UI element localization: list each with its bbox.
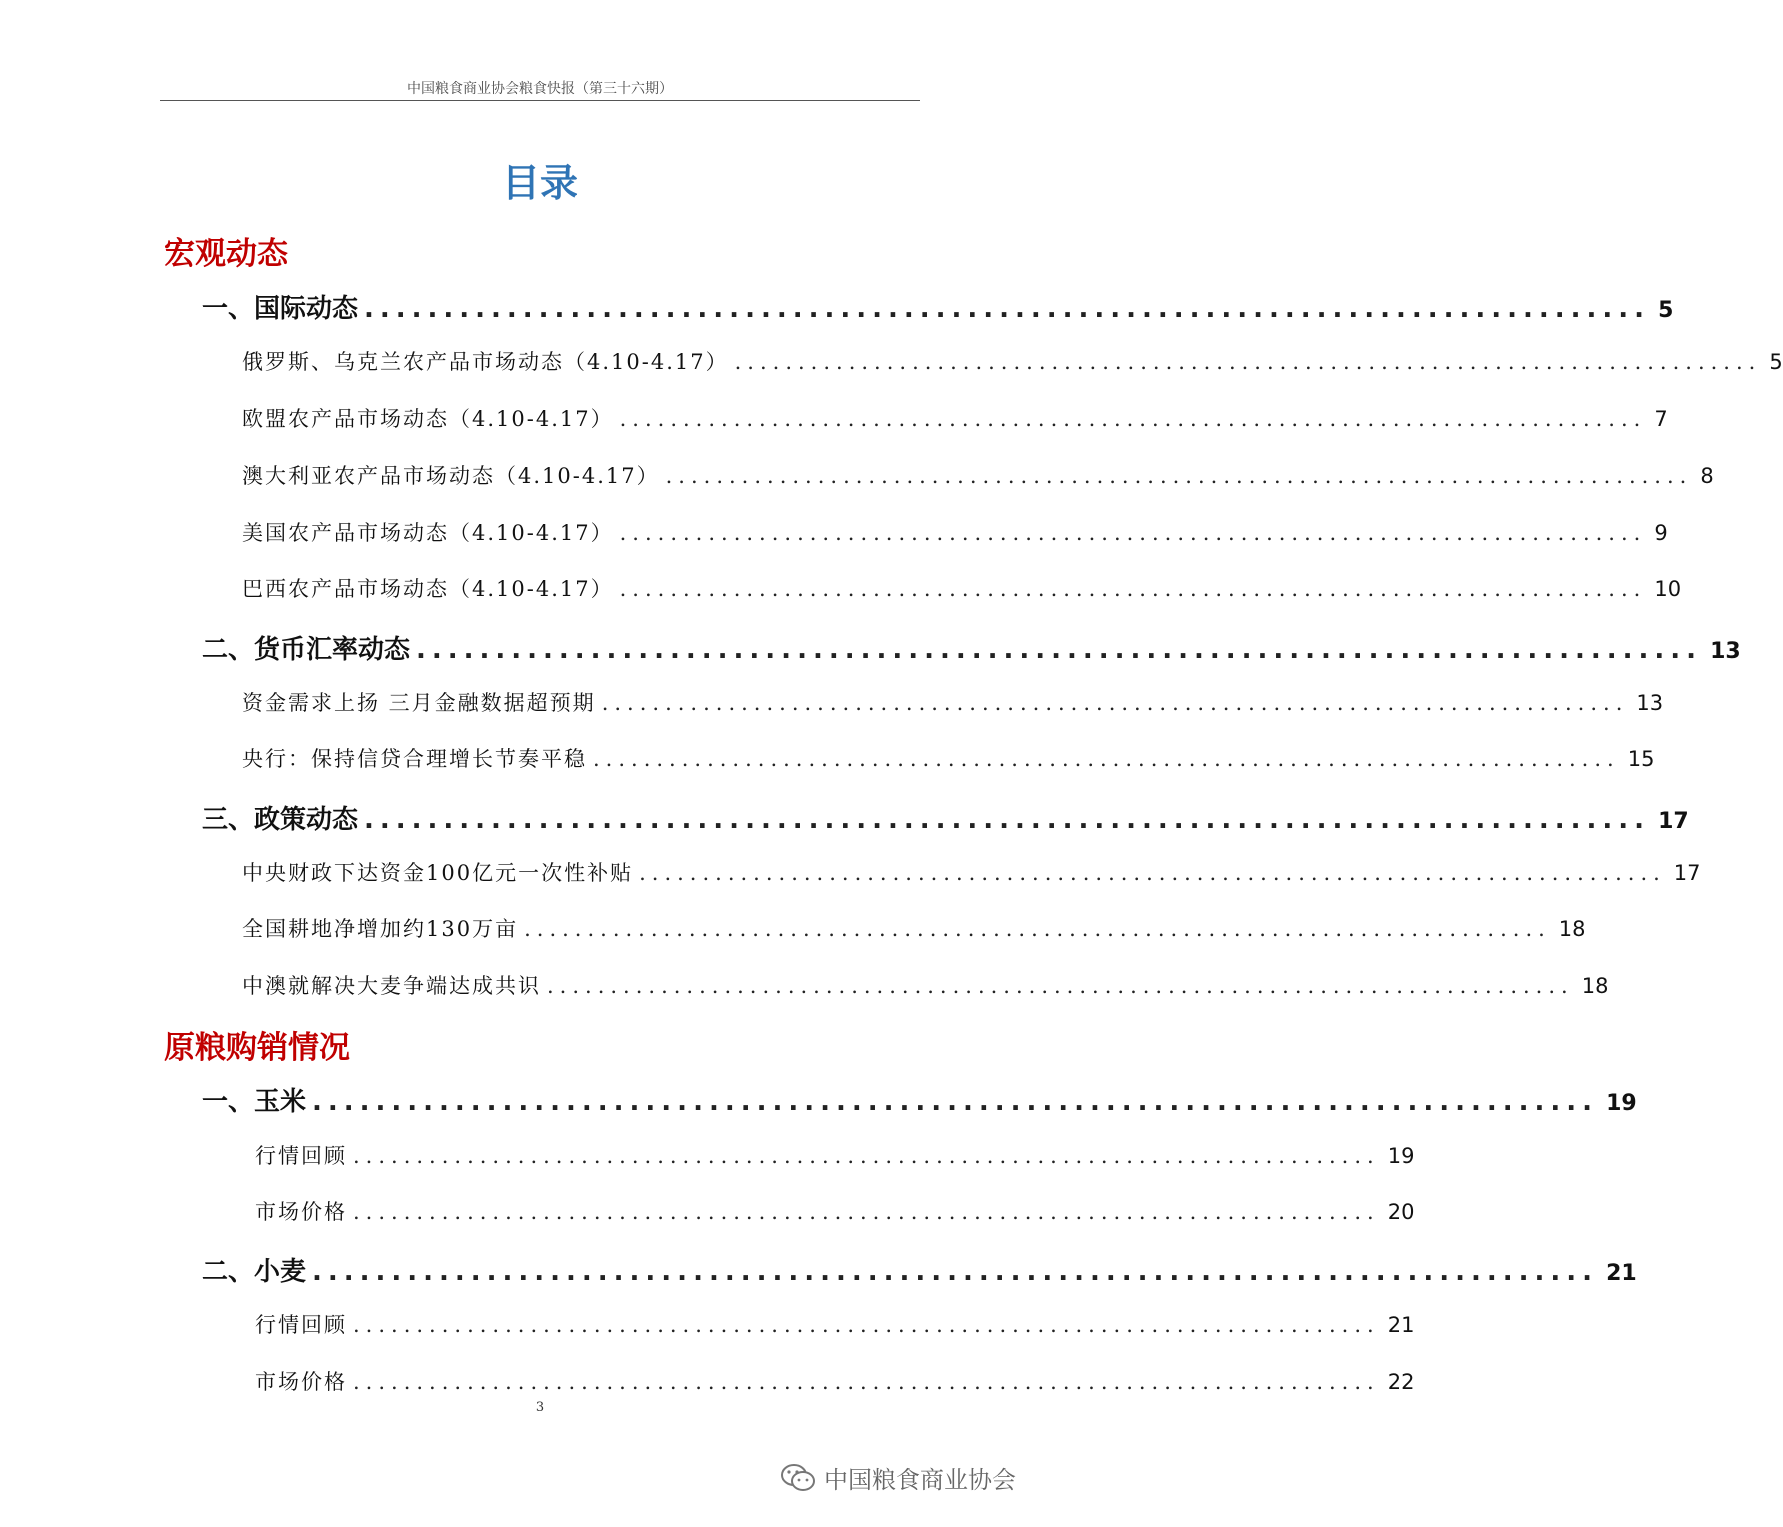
dot-leader: .................................................................................	[312, 1087, 1599, 1117]
toc-subentry-page: 9	[1654, 521, 1668, 545]
page-number: 3	[535, 1400, 545, 1415]
dot-leader: .................................................................................	[353, 1313, 1380, 1337]
toc-entry-label: 二、小麦	[202, 1257, 307, 1287]
dot-leader: .................................................................................	[353, 1144, 1380, 1168]
toc-subentry-page: 10	[1654, 577, 1682, 601]
toc-entry-wheat[interactable]	[202, 1251, 1637, 1288]
toc-subentry[interactable]	[242, 346, 1783, 376]
dot-leader: .................................................................................	[619, 521, 1647, 545]
toc-subentry-label: 澳大利亚农产品市场动态（4.10-4.17）	[242, 464, 660, 488]
toc-subentry-label: 市场价格	[255, 1200, 347, 1224]
toc-entry-label: 一、玉米	[202, 1087, 307, 1117]
toc-subentry-page: 8	[1700, 464, 1714, 488]
dot-leader: .................................................................................	[619, 407, 1647, 431]
dot-leader: .................................................................................	[524, 917, 1551, 941]
toc-subentry[interactable]	[242, 857, 1701, 887]
toc-entry-corn[interactable]	[202, 1081, 1637, 1118]
toc-title: 目录	[501, 161, 578, 205]
toc-entry-page: 19	[1606, 1091, 1637, 1116]
toc-subentry[interactable]	[242, 517, 1668, 547]
toc-subentry[interactable]	[242, 687, 1664, 717]
toc-subentry[interactable]	[242, 573, 1682, 603]
toc-entry-page: 21	[1606, 1261, 1637, 1286]
dot-leader: .................................................................................	[364, 294, 1651, 324]
toc-subentry[interactable]	[255, 1309, 1415, 1339]
toc-subentry-label: 俄罗斯、乌克兰农产品市场动态（4.10-4.17）	[242, 350, 729, 374]
dot-leader: .................................................................................	[734, 350, 1762, 374]
toc-subentry[interactable]	[255, 1196, 1415, 1226]
toc-subentry-page: 7	[1654, 407, 1668, 431]
wechat-watermark	[780, 1460, 1016, 1495]
toc-entry-label: 二、货币汇率动态	[202, 635, 411, 665]
toc-subentry-page: 5	[1769, 350, 1783, 374]
section-heading-macro: 宏观动态	[164, 236, 288, 272]
dot-leader: .................................................................................	[416, 635, 1703, 665]
dot-leader: .................................................................................	[547, 974, 1574, 998]
dot-leader: .................................................................................	[601, 691, 1629, 715]
dot-leader: .................................................................................	[665, 464, 1693, 488]
dot-leader: .................................................................................	[312, 1257, 1599, 1287]
dot-leader: .................................................................................	[364, 805, 1651, 835]
toc-entry-page: 13	[1710, 639, 1741, 664]
toc-subentry-page: 22	[1387, 1370, 1415, 1394]
section-heading-grain: 原粮购销情况	[164, 1030, 350, 1066]
header-divider	[160, 100, 920, 101]
toc-subentry[interactable]	[255, 1366, 1415, 1396]
toc-subentry-page: 13	[1636, 691, 1664, 715]
toc-subentry-label: 行情回顾	[255, 1144, 347, 1168]
toc-entry-label: 三、政策动态	[202, 805, 359, 835]
toc-subentry[interactable]	[242, 913, 1586, 943]
toc-subentry-page: 18	[1558, 917, 1586, 941]
toc-subentry-label: 美国农产品市场动态（4.10-4.17）	[242, 521, 614, 545]
toc-subentry[interactable]	[242, 743, 1655, 773]
toc-subentry-page: 17	[1673, 861, 1701, 885]
toc-entry-page: 5	[1658, 298, 1674, 323]
watermark-text: 中国粮食商业协会	[824, 1466, 1016, 1494]
wechat-icon	[780, 1462, 816, 1494]
toc-subentry[interactable]	[242, 970, 1609, 1000]
toc-entry-policy[interactable]	[202, 799, 1689, 836]
dot-leader: .................................................................................	[619, 577, 1647, 601]
toc-subentry-label: 欧盟农产品市场动态（4.10-4.17）	[242, 407, 614, 431]
toc-subentry-label: 资金需求上扬 三月金融数据超预期	[242, 691, 596, 715]
toc-entry-page: 17	[1658, 809, 1689, 834]
dot-leader: .................................................................................	[593, 747, 1620, 771]
running-header: 中国粮食商业协会粮食快报（第三十六期）	[407, 81, 673, 97]
toc-subentry-page: 19	[1387, 1144, 1415, 1168]
toc-subentry-label: 巴西农产品市场动态（4.10-4.17）	[242, 577, 614, 601]
toc-subentry-label: 行情回顾	[255, 1313, 347, 1337]
toc-subentry[interactable]	[255, 1140, 1415, 1170]
toc-subentry-label: 市场价格	[255, 1370, 347, 1394]
toc-subentry-page: 21	[1387, 1313, 1415, 1337]
toc-entry-international[interactable]	[202, 288, 1674, 325]
toc-subentry-label: 中央财政下达资金100亿元一次性补贴	[242, 861, 634, 885]
toc-subentry-label: 全国耕地净增加约130万亩	[242, 917, 519, 941]
dot-leader: .................................................................................	[639, 861, 1666, 885]
dot-leader: .................................................................................	[353, 1200, 1380, 1224]
toc-subentry-label: 央行：保持信贷合理增长节奏平稳	[242, 747, 587, 771]
dot-leader: .................................................................................	[353, 1370, 1380, 1394]
toc-entry-label: 一、国际动态	[202, 294, 359, 324]
toc-subentry[interactable]	[242, 460, 1714, 490]
toc-subentry-label: 中澳就解决大麦争端达成共识	[242, 974, 541, 998]
toc-subentry[interactable]	[242, 403, 1668, 433]
toc-subentry-page: 15	[1627, 747, 1655, 771]
toc-subentry-page: 20	[1387, 1200, 1415, 1224]
toc-subentry-page: 18	[1581, 974, 1609, 998]
toc-entry-currency[interactable]	[202, 629, 1741, 666]
